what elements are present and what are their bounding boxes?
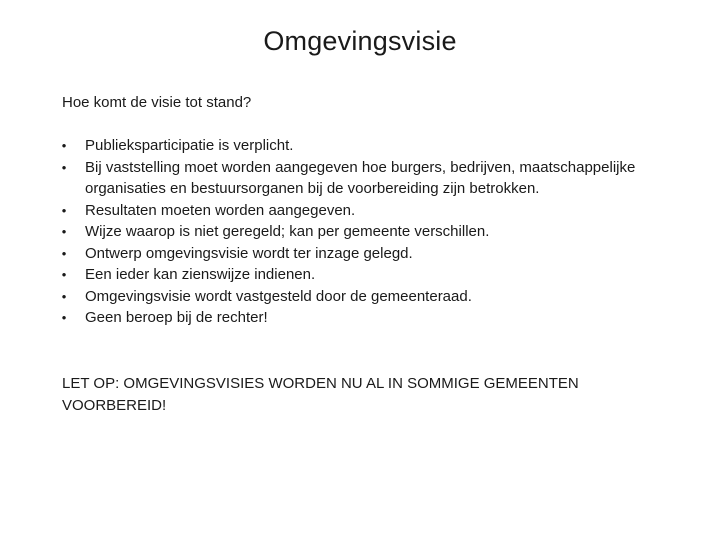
bullet-icon: • <box>61 202 67 218</box>
bullet-icon: • <box>61 159 67 175</box>
slide-subtitle: Hoe komt de visie tot stand? <box>62 94 252 111</box>
bullet-item <box>58 200 678 222</box>
warning-note: LET OP: OMGEVINGSVISIES WORDEN NU AL IN SOMMIGE GEMEENTEN VOORBEREID! <box>62 375 579 414</box>
bullet-item <box>58 307 678 329</box>
bullet-icon: • <box>61 267 67 282</box>
bullet-icon: • <box>61 310 67 325</box>
bullet-item <box>58 221 678 243</box>
slide-title: Omgevingsvisie <box>263 26 457 56</box>
bullet-list <box>58 135 678 329</box>
bullet-item <box>58 135 678 157</box>
bullet-text: Een ieder kan zienswijze indienen. <box>85 266 316 283</box>
bullet-item <box>58 243 678 265</box>
bullet-text: Wijze waarop is niet geregeld; kan per gemeente verschillen. <box>85 223 490 240</box>
bullet-text: Omgevingsvisie wordt vastgesteld door de gemeenteraad. <box>85 287 472 305</box>
bullet-text: Publieksparticipatie is verplicht. <box>85 137 294 154</box>
bullet-text: Geen beroep bij de rechter! <box>85 309 268 326</box>
bullet-text: Resultaten moeten worden aangegeven. <box>85 201 356 219</box>
bullet-icon: • <box>61 138 67 153</box>
bullet-icon: • <box>61 288 67 304</box>
bullet-item <box>58 264 678 286</box>
bullet-text: Ontwerp omgevingsvisie wordt ter inzage gelegd. <box>85 244 413 262</box>
bullet-item <box>58 286 678 308</box>
bullet-item <box>58 157 678 200</box>
bullet-icon: • <box>61 245 67 261</box>
bullet-text: Bij vaststelling moet worden aangegeven hoe burgers, bedrijven, maatschappelijke organisaties en bestuursorganen bij de voorbereiding zijn betrokken. <box>85 158 636 197</box>
bullet-icon: • <box>61 224 67 239</box>
